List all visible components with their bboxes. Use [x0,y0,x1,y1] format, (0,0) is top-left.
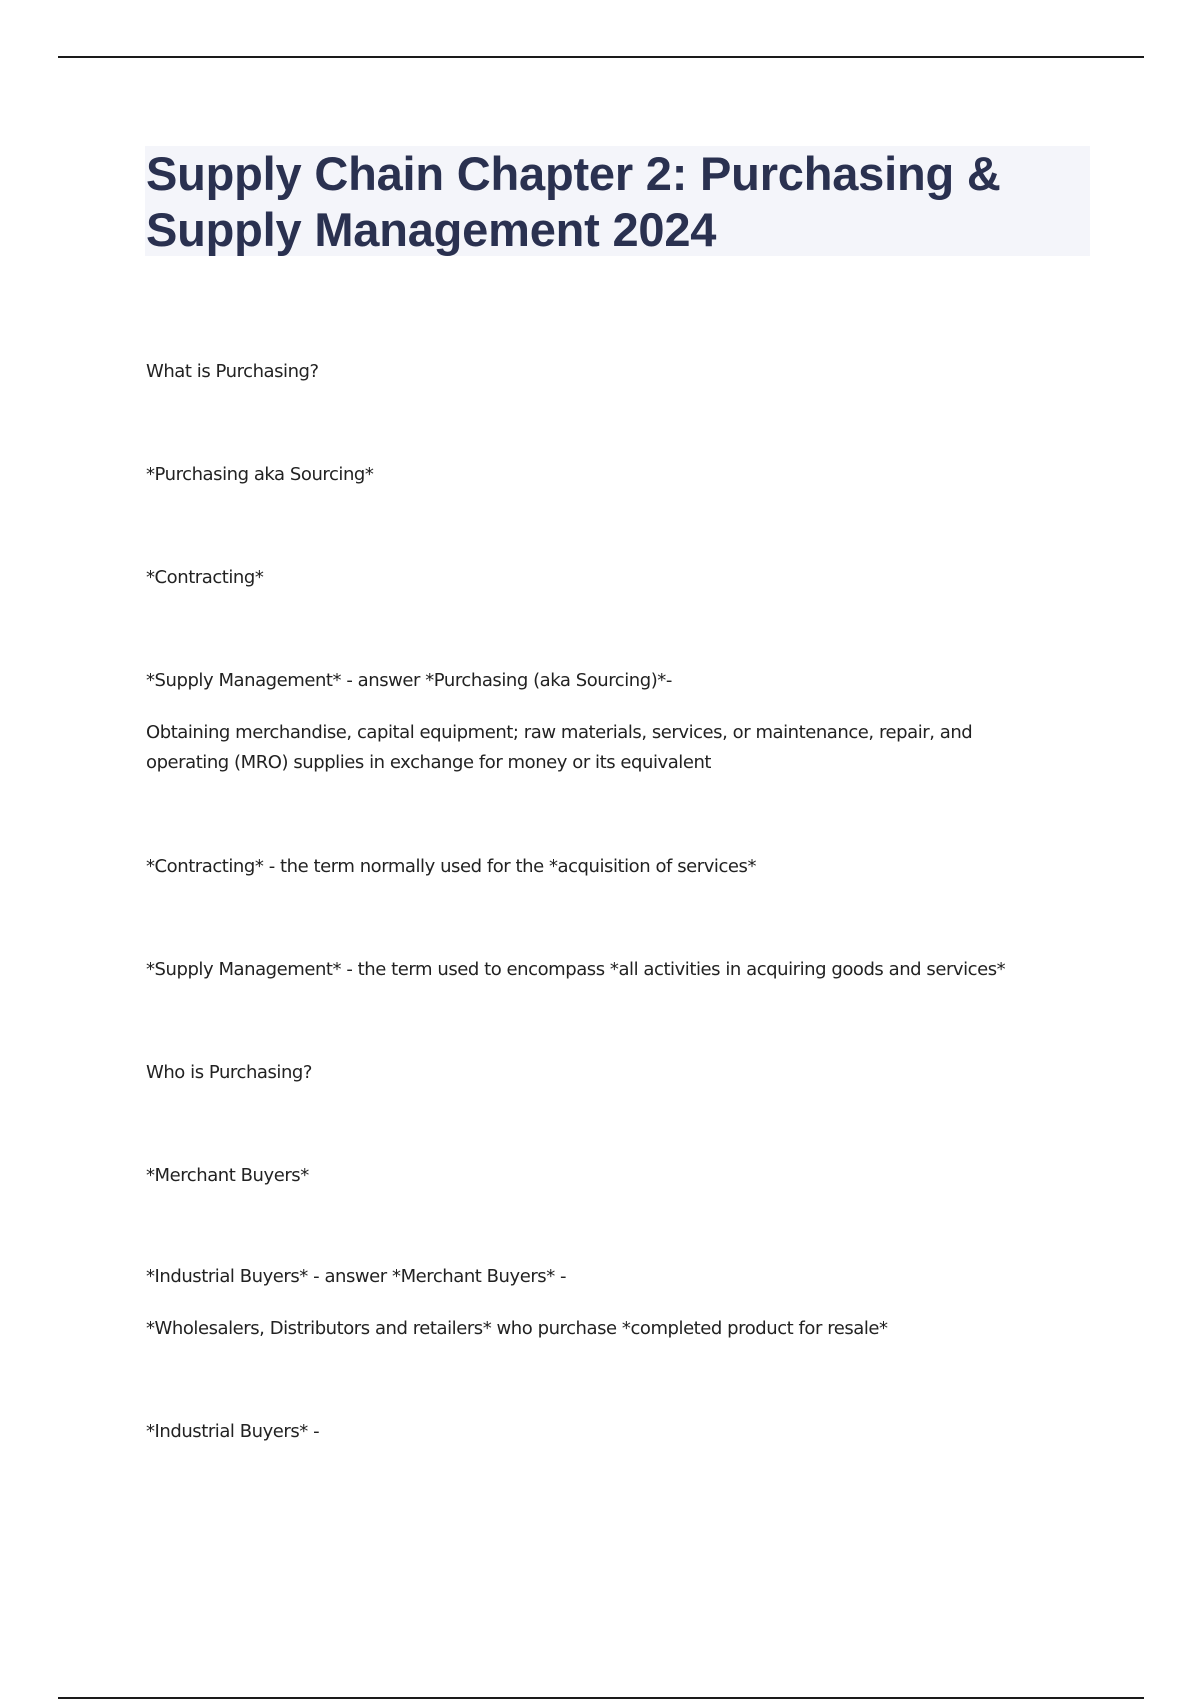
supply-management-definition: *Supply Management* - the term used to encompass *all activities in acquiring goods and services* [146,959,1006,980]
purchasing-definition: Obtaining merchandise, capital equipment; raw materials, services, or maintenance, repair, and operating (MRO) supplies in exchange for money or its equivalent [146,722,973,773]
industrial-buyers-definition: *Industrial Buyers* - [146,1421,320,1442]
page-title: Supply Chain Chapter 2: Purchasing & Supply Management 2024 [146,147,1001,256]
answer-heading-purchasing: *Supply Management* - answer *Purchasing (aka Sourcing)*- [146,670,672,691]
merchant-buyers-definition: *Wholesalers, Distributors and retailers* who purchase *completed product for resale* [146,1318,888,1339]
term-purchasing: *Purchasing aka Sourcing* [146,464,374,485]
term-merchant-buyers: *Merchant Buyers* [146,1165,309,1186]
question-what-is-purchasing: What is Purchasing? [146,361,319,382]
top-rule [58,56,1144,58]
contracting-definition: *Contracting* - the term normally used for the *acquisition of services* [146,856,756,877]
term-contracting: *Contracting* [146,567,264,588]
question-who-is-purchasing: Who is Purchasing? [146,1062,312,1083]
bottom-rule [58,1697,1144,1699]
answer-heading-merchant-buyers: *Industrial Buyers* - answer *Merchant Buyers* - [146,1266,567,1287]
